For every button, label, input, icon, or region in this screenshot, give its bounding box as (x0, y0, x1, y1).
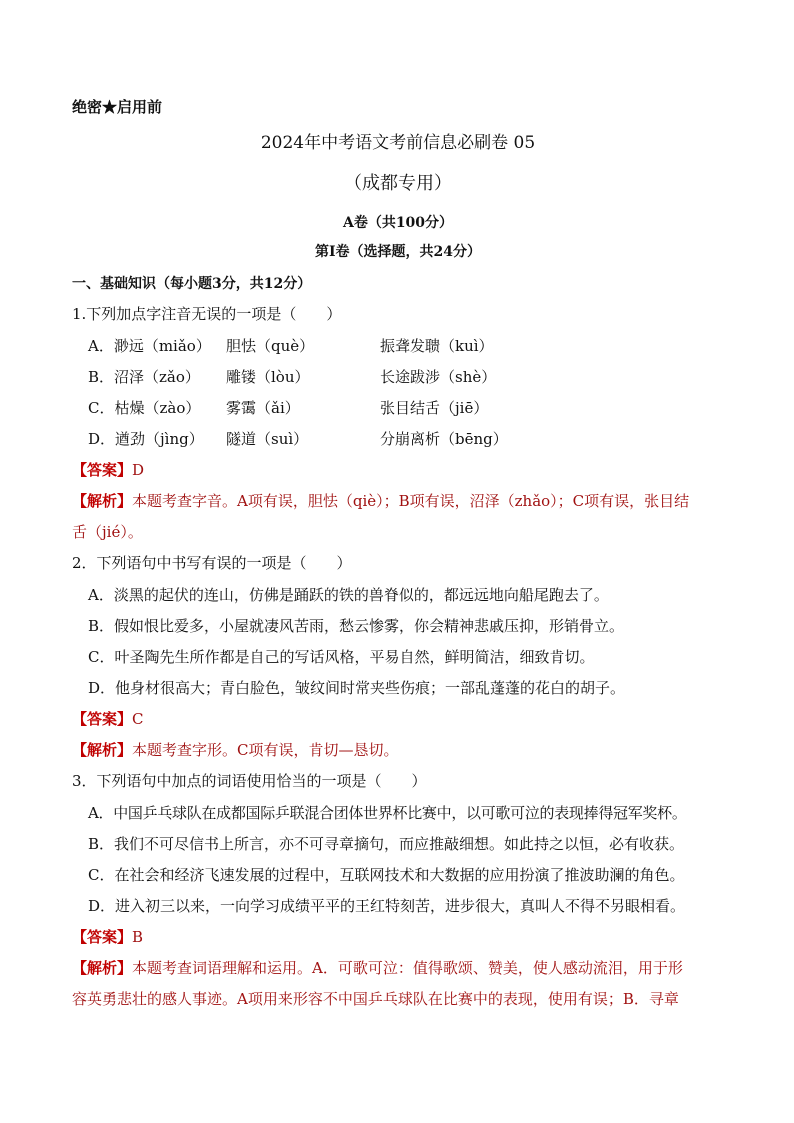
q3-answer (72, 927, 724, 947)
q3-option-a: A．中国乒乓球队在成都国际乒联混合团体世界杯比赛中，以可歌可泣的表现捧得冠军奖杯。 (88, 804, 687, 822)
q2-option-b: B．假如恨比爱多，小屋就凄风苦雨，愁云惨雾，你会精神悲戚压抑，形销骨立。 (88, 617, 625, 635)
q1-d-col3: 分崩离析（bēng） (380, 430, 508, 448)
q3-option-b: B．我们不可尽信书上所言，亦不可寻章摘句，而应推敲细想。如此持之以恒，必有收获。 (88, 835, 685, 853)
q2-option-c: C．叶圣陶先生所作都是自己的写话风格，平易自然，鲜明简洁，细致肯切。 (88, 648, 595, 666)
q1-analysis-line2: 舌（jié）。 (72, 523, 143, 541)
q3-analysis-line2: 容英勇悲壮的感人事迹。A项用来形容不中国乒乓球队在比赛中的表现，使用有误；B．寻章 (72, 990, 679, 1008)
section-one-heading: 一、基础知识（每小题3分，共12分） (72, 276, 312, 292)
analysis-tag: 【解析】 (72, 741, 133, 759)
q1-answer (72, 460, 724, 480)
answer-tag: 【答案】 (72, 928, 133, 946)
q1-analysis-line1 (72, 491, 724, 511)
q1-c-col1: C．枯燥（zào） (88, 399, 201, 417)
q2-option-d: D．他身材很高大；青白脸色，皱纹间时常夹些伤痕；一部乱蓬蓬的花白的胡子。 (88, 679, 626, 697)
answer-tag: 【答案】 (72, 461, 133, 479)
q1-b-col1: B．沼泽（zǎo） (88, 368, 200, 386)
paper-a-heading: A卷（共100分） (342, 215, 454, 231)
q1-stem: 1.下列加点字注音无误的一项是（ ） (72, 305, 342, 323)
exam-subtitle: （成都专用） (344, 173, 452, 194)
q1-d-col1: D．遒劲（jìng） (88, 430, 204, 448)
analysis-tag: 【解析】 (72, 959, 133, 977)
q2-stem: 2．下列语句中书写有误的一项是（ ） (72, 554, 352, 572)
answer-value: D (132, 461, 145, 479)
q1-c-col3: 张目结舌（jiē） (380, 399, 489, 417)
exam-title: 2024年中考语文考前信息必刷卷 05 (260, 133, 536, 153)
q3-analysis-line1 (72, 958, 724, 978)
analysis-text: 本题考查词语理解和运用。A．可歌可泣：值得歌颂、赞美，使人感动流泪，用于形 (132, 959, 683, 977)
part-one-heading: 第Ⅰ卷（选择题，共24分） (314, 244, 482, 260)
q1-b-col2: 雕镂（lòu） (226, 368, 310, 386)
q1-a-col1: A．渺远（miǎo） (88, 337, 211, 355)
analysis-text: 本题考查字形。C项有误，肯切—恳切。 (132, 741, 399, 759)
q1-a-col2: 胆怯（què） (226, 337, 315, 355)
q2-analysis (72, 740, 724, 760)
q2-answer (72, 709, 724, 729)
analysis-text: 本题考查字音。A项有误，胆怯（qiè）；B项有误，沼泽（zhǎo）；C项有误，张目结 (132, 492, 690, 510)
q3-stem: 3．下列语句中加点的词语使用恰当的一项是（ ） (72, 772, 427, 790)
q1-a-col3: 振聋发聩（kuì） (380, 337, 494, 355)
q1-c-col2: 雾霭（ǎi） (226, 399, 300, 417)
q3-option-c: C．在社会和经济飞速发展的过程中，互联网技术和大数据的应用扮演了推波助澜的角色。 (88, 866, 685, 884)
secret-mark: 绝密★启用前 (72, 98, 163, 116)
q1-b-col3: 长途跋涉（shè） (380, 368, 497, 386)
q2-option-a: A．淡黑的起伏的连山，仿佛是踊跃的铁的兽脊似的，都远远地向船尾跑去了。 (88, 586, 609, 604)
analysis-tag: 【解析】 (72, 492, 133, 510)
answer-tag: 【答案】 (72, 710, 133, 728)
q3-option-d: D．进入初三以来，一向学习成绩平平的王红特刻苦，进步很大，真叫人不得不另眼相看。 (88, 897, 686, 915)
answer-value: B (132, 928, 144, 946)
answer-value: C (132, 710, 144, 728)
q1-d-col2: 隧道（suì） (226, 430, 309, 448)
